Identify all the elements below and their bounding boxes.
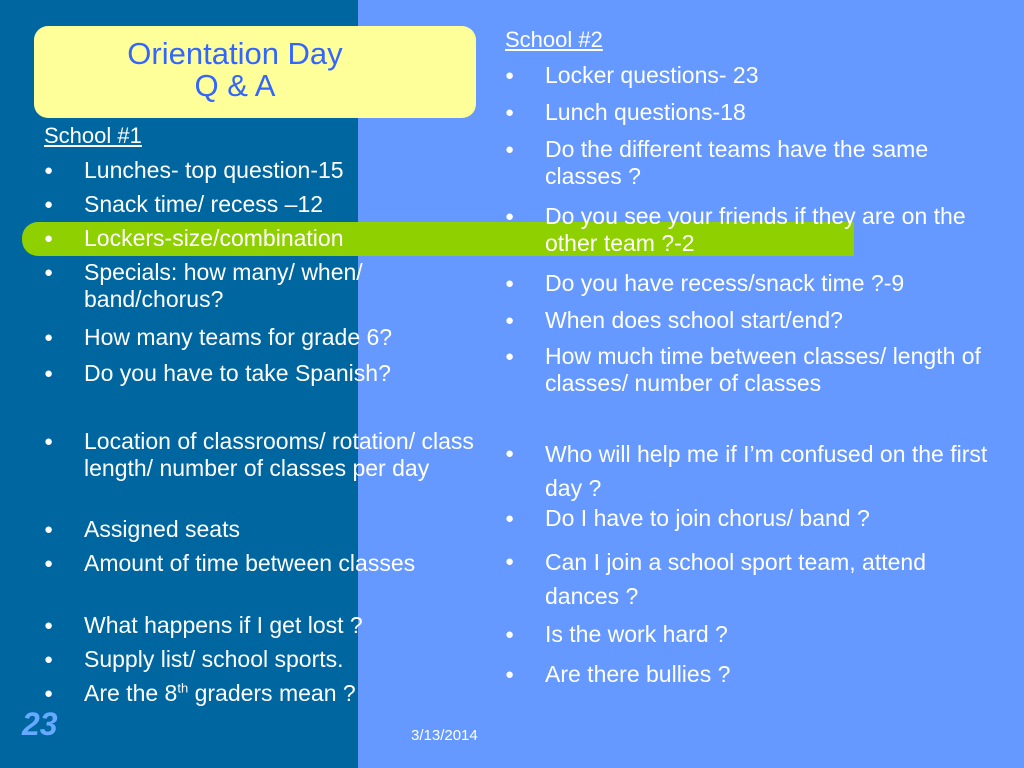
bullet-icon: ●: [44, 230, 54, 247]
title-line-2: Q & A: [194, 68, 276, 103]
school-1-heading: School #1: [44, 123, 142, 148]
list-item: ● Location of classrooms/ rotation/ class length/ number of classes per day: [44, 428, 474, 481]
bullet-icon: ●: [505, 141, 515, 158]
title-line-1: Orientation Day: [127, 36, 343, 71]
list-item: ● What happens if I get lost ?: [44, 612, 363, 638]
list-item: ● Do you have recess/snack time ?-9: [505, 270, 905, 296]
list-item: ● Supply list/ school sports.: [44, 646, 344, 672]
list-item: ● Locker questions- 23: [505, 62, 759, 88]
list-item: ● Is the work hard ?: [505, 621, 728, 647]
school-2-heading: School #2: [505, 27, 603, 52]
bullet-icon: ●: [44, 433, 54, 450]
bullet-icon: ●: [505, 348, 515, 365]
bullet-icon: ●: [505, 67, 515, 84]
list-item: ● Amount of time between classes: [44, 550, 416, 576]
list-item: ● Are there bullies ?: [505, 661, 731, 687]
list-item: ● How many teams for grade 6?: [44, 324, 393, 350]
bullet-icon: ●: [505, 275, 515, 292]
footer-date: 3/13/2014: [411, 727, 478, 744]
list-item: ● Do you see your friends if they are on the other team ?-2: [505, 203, 966, 256]
bullet-icon: ●: [44, 617, 54, 634]
school-1-list: [44, 157, 474, 714]
bullet-icon: ●: [505, 626, 515, 643]
bullet-icon: ●: [505, 445, 515, 462]
list-item: ● Are the 8th graders mean ?: [44, 680, 356, 706]
bullet-icon: ●: [44, 521, 54, 538]
list-item: ● Specials: how many/ when/ band/chorus?: [44, 259, 363, 312]
school-2-list: [505, 62, 1005, 695]
title-box: [34, 26, 476, 118]
bullet-icon: ●: [505, 666, 515, 683]
slide-number: 23: [22, 706, 58, 742]
bullet-icon: ●: [44, 555, 54, 572]
bullet-icon: ●: [44, 329, 54, 346]
bullet-icon: ●: [44, 196, 54, 213]
list-item: ● Snack time/ recess –12: [44, 191, 324, 217]
bullet-icon: ●: [505, 553, 515, 570]
list-item: ● Lunch questions-18: [505, 99, 746, 125]
bullet-icon: ●: [44, 162, 54, 179]
list-item: ● When does school start/end?: [505, 307, 843, 333]
list-item: ● Do the different teams have the same classes ?: [505, 136, 929, 189]
list-item: ● How much time between classes/ length of classes/ number of classes: [505, 343, 981, 396]
list-item: ● Lunches- top question-15: [44, 157, 344, 183]
bullet-icon: ●: [44, 365, 54, 382]
list-item: ● Can I join a school sport team, attend dances ?: [505, 545, 1005, 621]
list-item: ● Who will help me if I’m confused on the first day ?: [505, 437, 1005, 505]
list-item: ● Lockers-size/combination: [44, 225, 344, 251]
bullet-icon: ●: [505, 104, 515, 121]
bullet-icon: ●: [44, 685, 54, 702]
list-item: ● Assigned seats: [44, 516, 240, 542]
list-item: ● Do you have to take Spanish?: [44, 360, 391, 386]
bullet-icon: ●: [505, 510, 515, 527]
bullet-icon: ●: [505, 312, 515, 329]
bullet-icon: ●: [505, 208, 515, 225]
list-item: ● Do I have to join chorus/ band ?: [505, 505, 870, 531]
bullet-icon: ●: [44, 651, 54, 668]
bullet-icon: ●: [44, 264, 54, 281]
